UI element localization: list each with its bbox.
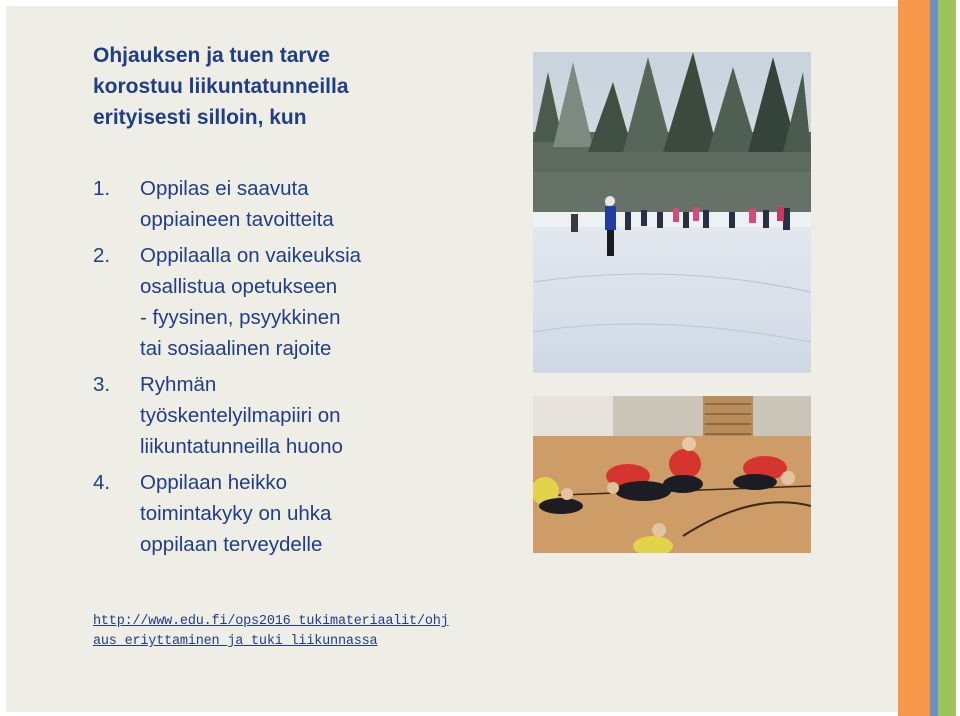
- item-number: 4.: [93, 471, 111, 494]
- title-line: erityisesti silloin, kun: [93, 106, 307, 129]
- item-line: tai sosiaalinen rajoite: [140, 337, 332, 360]
- item-number: 2.: [93, 244, 111, 267]
- gym-stretching-photo: [533, 396, 811, 553]
- item-number: 3.: [93, 373, 111, 396]
- item-line: Ryhmän: [140, 373, 217, 396]
- winter-skating-photo: [533, 52, 811, 373]
- item-line: osallistua opetukseen: [140, 275, 338, 298]
- numbered-list: [93, 173, 513, 565]
- item-line: Oppilas ei saavuta: [140, 177, 309, 200]
- list-item: [93, 467, 513, 560]
- link-line[interactable]: http://www.edu.fi/ops2016_tukimateriaalit/ohj: [93, 614, 449, 629]
- link-line[interactable]: aus_eriyttaminen_ja_tuki_liikunnassa: [93, 634, 378, 649]
- item-line: - fyysinen, psyykkinen: [140, 306, 341, 329]
- item-line: toimintakyky on uhka: [140, 502, 332, 525]
- title-line: korostuu liikuntatunneilla: [93, 75, 349, 98]
- source-link[interactable]: [93, 612, 449, 652]
- blue-stripe: [930, 0, 938, 716]
- item-line: Oppilaalla on vaikeuksia: [140, 244, 362, 267]
- item-number: 1.: [93, 177, 111, 200]
- item-line: Oppilaan heikko: [140, 471, 288, 494]
- orange-stripe: [898, 0, 930, 716]
- item-line: oppilaan terveydelle: [140, 533, 323, 556]
- list-item: [93, 369, 513, 462]
- title-line: Ohjauksen ja tuen tarve: [93, 44, 330, 67]
- item-line: oppiaineen tavoitteita: [140, 208, 334, 231]
- item-line: liikuntatunneilla huono: [140, 435, 343, 458]
- item-line: työskentelyilmapiiri on: [140, 404, 341, 427]
- slide-title: [93, 40, 423, 133]
- green-stripe: [938, 0, 956, 716]
- list-item: [93, 240, 513, 364]
- list-item: [93, 173, 513, 235]
